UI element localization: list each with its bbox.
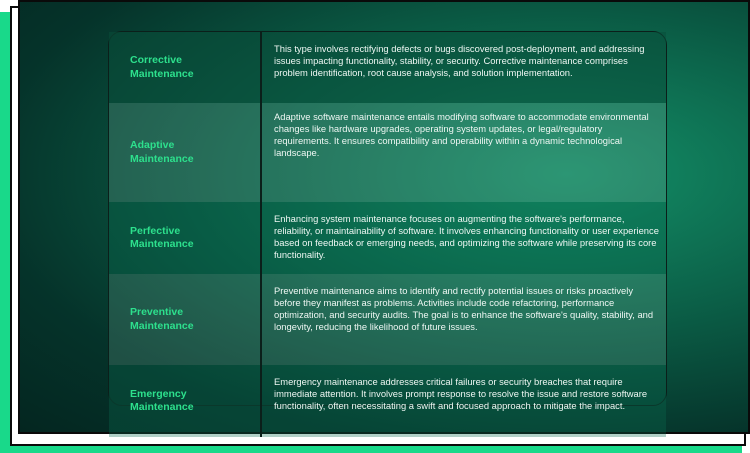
row-label-preventive: Preventive Maintenance bbox=[130, 306, 194, 332]
row-description-perfective: Enhancing system maintenance focuses on augmenting the software's performance, reliability, or maintainability of software. It involves enhancing functionality or user experience based on feedback or emerging needs, and optimizing the software while preserving its core functionality. bbox=[274, 213, 659, 260]
column-divider bbox=[260, 274, 262, 365]
row-description-adaptive: Adaptive software maintenance entails modifying software to accommodate environmental changes like hardware upgrades, operating system updates, or legal/regulatory requirements. It ensures compatibility and operability within a dynamic technological landscape. bbox=[274, 111, 649, 158]
column-divider bbox=[260, 103, 262, 202]
row-description-emergency: Emergency maintenance addresses critical failures or security breaches that require immediate attention. It involves prompt response to resolve the issue and restore software functionality, often necessitating a swift and focused approach to mitigate the impact. bbox=[274, 376, 648, 411]
table-row-adaptive bbox=[109, 103, 666, 202]
table-row-perfective bbox=[109, 202, 666, 274]
column-divider bbox=[260, 365, 262, 437]
row-label-adaptive: Adaptive Maintenance bbox=[130, 139, 194, 165]
table-row-preventive bbox=[109, 274, 666, 365]
row-label-perfective: Perfective Maintenance bbox=[130, 224, 194, 250]
row-label-emergency: Emergency Maintenance bbox=[130, 387, 194, 413]
table-row-emergency bbox=[109, 365, 666, 437]
row-label-corrective: Corrective Maintenance bbox=[130, 54, 194, 80]
maintenance-types-table bbox=[108, 31, 667, 413]
column-divider bbox=[260, 202, 262, 274]
column-divider bbox=[260, 32, 262, 103]
row-description-preventive: Preventive maintenance aims to identify and rectify potential issues or risks proactively before they manifest as problems. Activities include code refactoring, performance optimization, and security audits. The goal is to enhance the software's quality, stability, and longevity, reducing the likelihood of future issues. bbox=[274, 285, 654, 332]
table-row-corrective bbox=[109, 32, 666, 103]
row-description-corrective: This type involves rectifying defects or bugs discovered post-deployment, and addressing issues impacting functionality, stability, or security. Corrective maintenance comprises problem identification, root cause analysis, and solution implementation. bbox=[274, 43, 645, 78]
